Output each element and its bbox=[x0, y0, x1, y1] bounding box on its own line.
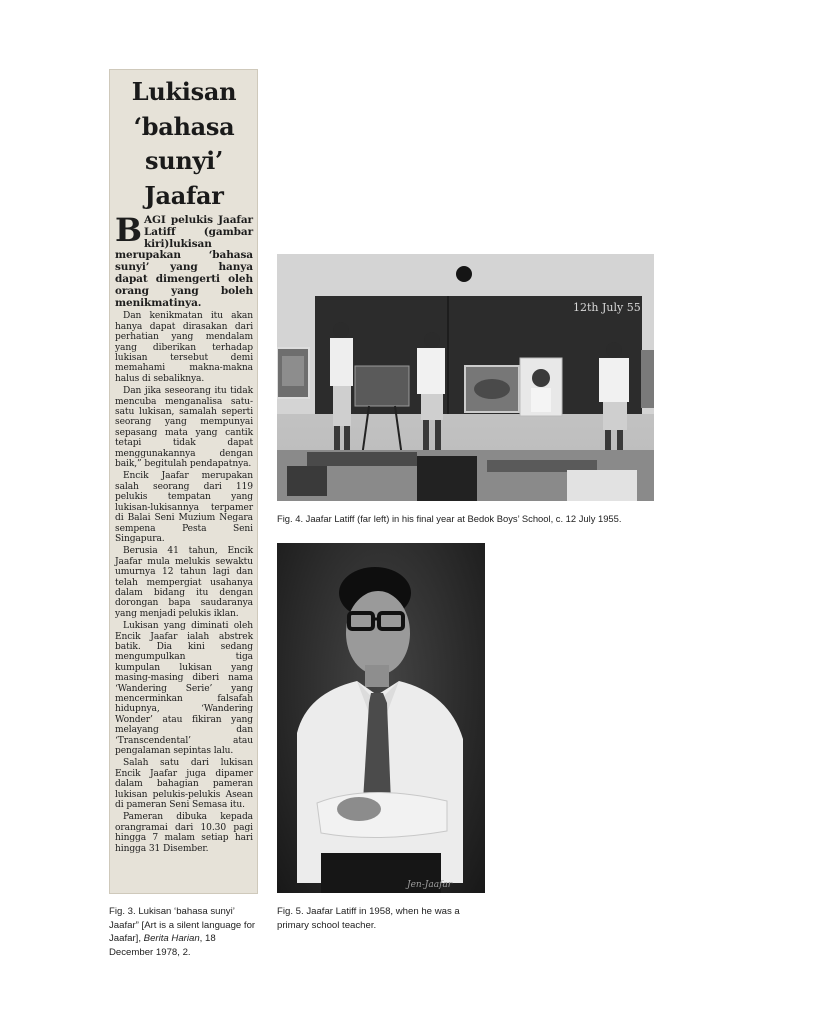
clipping-paragraph: Dan kenikmatan itu akan hanya dapat dirasakan dari perhatian yang mendalam yang diberikan terhadap lukisan tersebut demi memahami makna-makna halus di sebaliknya. bbox=[115, 311, 253, 384]
headline-line: ‘bahasa bbox=[133, 111, 235, 141]
headline-line: Lukisan bbox=[131, 77, 237, 106]
clipping-headline bbox=[115, 75, 253, 213]
caption-fig3-source: Berita Harian bbox=[143, 933, 200, 945]
photo-signature: Jen-Jaafar bbox=[407, 880, 453, 890]
caption-fig5: Fig. 5. Jaafar Latiff in 1958, when he was a primary school teacher. bbox=[277, 906, 460, 931]
headline-line: Jaafar bbox=[144, 180, 224, 210]
caption-fig3-prefix: Fig. 3. Lukisan ‘bahasa sunyi’ Jaafar” [Art is a silent language for Jaafar], bbox=[109, 906, 256, 945]
classroom-photo bbox=[277, 254, 654, 501]
caption-fig3 bbox=[109, 905, 259, 959]
clipping-paragraph: Dan jika seseorang itu tidak mencuba menganalisa satu-satu lukisan, samalah seperti seorang yang mempunyai sepasang mata yang cantik tetapi tidak dapat menggunakannya dengan baik,” begitulah pendapatnya. bbox=[115, 386, 253, 470]
wall-clock-icon bbox=[456, 266, 472, 282]
caption-fig4: Fig. 4. Jaafar Latiff (far left) in his final year at Bedok Boys’ School, c. 12 July 1955. bbox=[277, 513, 622, 524]
blackboard-date: 12th July 55 bbox=[573, 301, 641, 314]
clipping-paragraph bbox=[115, 211, 253, 309]
caption-fig3-suffix: , 18 December 1978, 2. bbox=[109, 933, 216, 958]
paragraph-text: AGI pelukis Jaafar Latiff (gambar kiri)lukisan merupakan ‘bahasa sunyi’ yang hanya dapat dimengerti oleh orang yang boleh menikmatinya. bbox=[115, 214, 253, 309]
portrait-illustration bbox=[277, 543, 485, 893]
portrait-photo bbox=[277, 543, 485, 893]
clipping-paragraph: Salah satu dari lukisan Encik Jaafar juga dipamer dalam bahagian pameran lukisan pelukis-pelukis Asean di pameran Seni Semasa itu. bbox=[115, 758, 253, 811]
newspaper-clipping bbox=[109, 69, 258, 894]
headline-line: sunyi’ bbox=[144, 146, 224, 175]
clipping-paragraph: Pameran dibuka kepada orangramai dari 10.30 pagi hingga 7 malam setiap hari hingga 31 Disember. bbox=[115, 812, 253, 854]
dropcap: B bbox=[115, 211, 142, 249]
clipping-paragraph: Berusia 41 tahun, Encik Jaafar mula melukis sewaktu umurnya 12 tahun lagi dan telah mempergiat usahanya dalam bidang itu dengan dorongan bapa saudaranya yang menjadi pelukis iklan. bbox=[115, 546, 253, 619]
clipping-paragraph: Lukisan yang diminati oleh Encik Jaafar ialah abstrek batik. Dia kini sedang mengumpulkan tiga kumpulan lukisan yang masing-masing diberi nama ‘Wandering Serie’ yang mencerminkan falsafah hidupnya, ‘Wandering Wonder’ atau fikiran yang melayang dan ‘Transcendental’ atau pengalaman sepintas lalu. bbox=[115, 621, 253, 757]
clipping-paragraph: Encik Jaafar merupakan salah seorang dari 119 pelukis tempatan yang lukisan-lukisannya terpamer di Balai Seni Muzium Negara sempena Pesta Seni Singapura. bbox=[115, 471, 253, 544]
clipping-body bbox=[115, 211, 253, 854]
classroom-illustration bbox=[277, 254, 654, 501]
